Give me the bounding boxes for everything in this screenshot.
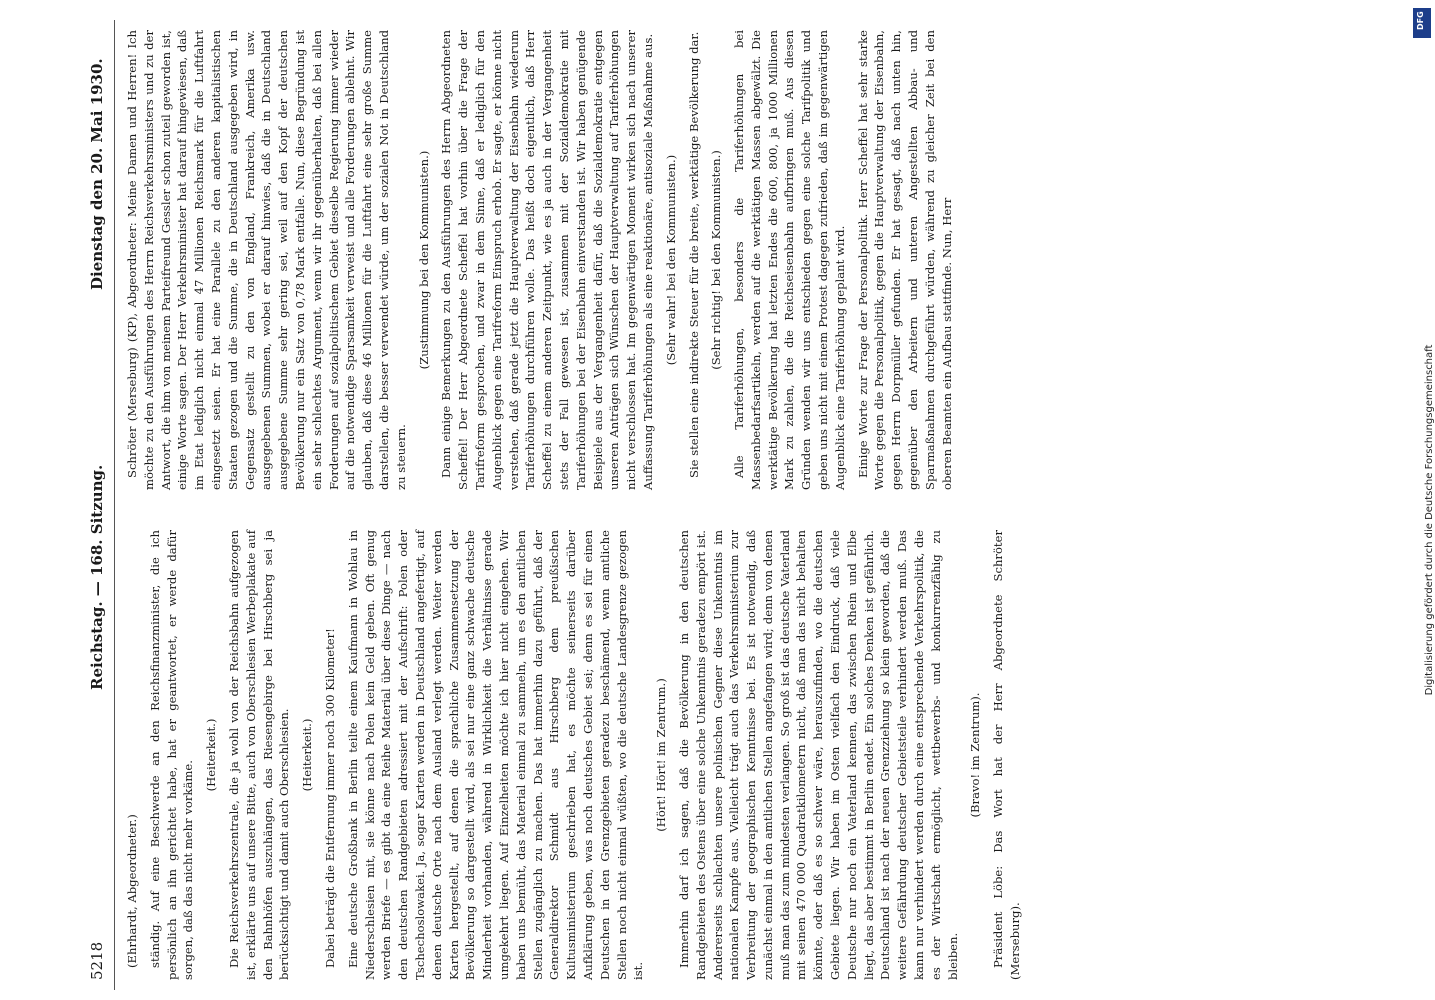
publication-title: Reichstag. — 168. Sitzung. bbox=[88, 464, 106, 690]
interjection: (Sehr wahr! bei den Kommunisten.) bbox=[663, 154, 678, 366]
paragraph: Eine deutsche Großbank in Berlin teilte einem Kaufmann in Wohlau in Niederschlesien mit, sie könne nach Polen kein Geld geben. Oft genug werden Briefe — es gibt da eine Reihe Material über diese Dinge — nach den deutschen Randgebieten adressiert mit der Aufschrift: Polen oder Tschechoslowakei. Ja, sogar Karten werden in Deutschland angefertigt, auf denen deutsche Orte nach dem Ausland verlegt werden. Weiter werden Karten hergestellt, auf denen die sprachliche Zusammensetzung der Bevölkerung so dargestellt wird, als sei nur eine ganz schwache deutsche Minderheit vorhanden, während in Wirklichkeit die Verhältnisse gerade umgekehrt liegen. Auf Einzelheiten möchte ich hier nicht eingehen. Wir haben uns bemüht, das Material einmal zu sammeln, um es den amtlichen Stellen zugänglich zu machen. Das hat immerhin dazu geführt, daß der Generaldirektor Schmidt aus Hirschberg dem preußischen Kultusministerium geschrieben hat, es möchte seinerseits darüber Aufklärung geben, was noch deutsches Gebiet sei; denn es sei für einen Deutschen in den Grenzgebieten geradezu beschämend, wenn amtliche Stellen noch nicht einmal wüßten, wo die deutsche Landesgrenze gezogen ist. bbox=[345, 530, 646, 980]
paragraph: Die Reichsverkehrszentrale, die ja wohl von der Reichsbahn aufgezogen ist, erklärte uns auf unsere Bitte, auch von Oberschlesien Werbeplakate auf den Bahnhöfen auszuhängen, das Riesengebirge bei Hirschberg sei ja berücksichtigt und damit auch Oberschlesien. bbox=[226, 530, 292, 980]
scanned-page bbox=[80, 20, 1320, 990]
page-header bbox=[80, 20, 115, 990]
paragraph: Schröter (Merseburg) (KP), Abgeordneter: Meine Damen und Herren! Ich möchte zu den Ausführungen des Herrn Reichsverkehrsministers und zu der Antwort, die ihm von meinem Parteifreund Gessler schon zuteil geworden ist, einige Worte sagen. Der Herr Verkehrsminister hat darauf hingewiesen, daß im Etat lediglich nicht einmal 47 Millionen Reichsmark für die Luftfahrt eingesetzt seien. Er hat eine Parallele zu den anderen kapitalistischen Staaten gezogen und die Summe, die in Deutschland ausgegeben wird, in Gegensatz gestellt zu den von England, Frankreich, Amerika usw. ausgegebenen Summen, wobei er darauf hinwies, daß die in Deutschland ausgegebene Summe sehr gering sei, weil auf den Kopf der deutschen Bevölkerung nur ein Satz von 0,78 Mark entfalle. Nun, diese Begründung ist ein sehr schlechtes Argument, wenn wir ihr gegenüberhalten, daß bei allen Forderungen auf sozialpolitischem Gebiet dieselbe Regierung immer wieder auf die notwendige Sparsamkeit verweist und alle Forderungen ablehnt. Wir glauben, daß diese 46 Millionen für die Luftfahrt eine sehr große Summe darstellen, die besser verwendet würde, um der sozialen Not in Deutschland zu steuern. bbox=[125, 30, 408, 490]
paragraph: ständig. Auf eine Beschwerde an den Reichsfinanzminister, die ich persönlich an ihn gerichtet habe, hat er geantwortet, er werde dafür sorgen, daß das nicht mehr vorkäme. bbox=[147, 530, 196, 980]
right-column bbox=[124, 30, 954, 490]
session-date: Dienstag den 20. Mai 1930. bbox=[88, 58, 106, 290]
interjection: (Heiterkeit.) bbox=[300, 718, 315, 792]
interjection: (Zustimmung bei den Kommunisten.) bbox=[416, 150, 431, 370]
digitization-credit: Digitalisierung gefördert durch die Deutsche Forschungsgemeinschaft bbox=[1424, 344, 1435, 696]
interjection: (Heiterkeit.) bbox=[204, 718, 219, 792]
interjection: (Bravo! im Zentrum). bbox=[968, 692, 983, 818]
left-column bbox=[124, 530, 1023, 980]
paragraph: Alle Tariferhöhungen, besonders die Tariferhöhungen bei Massenbedarfsartikeln, werden auf die werktätigen Massen abgewälzt. Die werktätige Bevölkerung hat letzten Endes die 600, 800, ja 1000 Millionen Mark zu zahlen, die die Reichseisenbahn aufbringen muß. Aus diesen Gründen wenden wir uns entschieden gegen eine solche Tarifpolitik und geben uns nicht mit einem Protest dagegen zufrieden, daß im gegenwärtigen Augenblick eine Tariferhöhung geplant wird. bbox=[732, 30, 847, 490]
speaker-line: (Ehrhardt, Abgeordneter.) bbox=[125, 814, 139, 968]
interjection: (Hört! Hört! im Zentrum.) bbox=[654, 678, 669, 832]
paragraph: Dabei beträgt die Entfernung immer noch 300 Kilometer! bbox=[322, 628, 337, 968]
page-number: 5218 bbox=[88, 941, 106, 980]
rotated-page-content bbox=[80, 20, 1023, 990]
paragraph: Dann einige Bemerkungen zu den Ausführungen des Herrn Abgeordneten Scheffel! Der Herr Abgeordnete Scheffel hat vorhin über die Frage der Tarifreform gesprochen, und zwar in dem Sinne, daß er lediglich für den Augenblick gegen eine Tarifreform Einspruch erhob. Er sagte, er könne nicht verstehen, daß gerade jetzt die Hauptverwaltung der Eisenbahn wiederum Tariferhöhungen durchführen wolle. Das heißt doch eigentlich, daß Herr Scheffel zu einem anderen Zeitpunkt, wie es ja auch in der Vergangenheit stets der Fall gewesen ist, zusammen mit der Sozialdemokratie mit Tariferhöhungen bei der Eisenbahn einverstanden ist. Wir haben genügende Beispiele aus der Vergangenheit dafür, daß die Sozialdemokratie entgegen unseren Anträgen sich Wünschen der Hauptverwaltung auf Tariferhöhungen nicht verschlossen hat. Im gegenwärtigen Moment wirken sich nach unserer Auffassung Tariferhöhungen als eine reaktionäre, antisoziale Maßnahme aus. bbox=[439, 30, 655, 490]
interjection: (Sehr richtig! bei den Kommunisten.) bbox=[709, 150, 724, 370]
paragraph: Immerhin darf ich sagen, daß die Bevölkerung in den deutschen Randgebieten des Ostens über eine solche Unkenntnis geradezu empört ist. Andererseits schlachten unsere polnischen Gegner diese Unkenntnis im nationalen Kampfe aus. Vielleicht trägt auch das Verkehrsministerium zur Verbreitung der geographischen Kenntnisse bei. Es ist notwendig, daß zunächst einmal in den amtlichen Stellen angefangen wird; denn von denen muß man das zum mindesten verlangen. So groß ist das deutsche Vaterland mit seinen 470 000 Quadratkilometern nicht, daß man das nicht behalten könnte, oder daß es so schwer wäre, herauszufinden, wo die deutschen Gebiete liegen. Wir haben im Osten vielfach den Eindruck, daß viele Deutsche nur noch ein Vaterland kennen, das zwischen Rhein und Elbe liegt, das aber bestimmt in Berlin endet. Ein solches Denken ist gefährlich. Deutschland ist nach der neuen Grenzziehung so klein geworden, daß die weitere Gefährdung deutscher Gebietsteile verhindert werden muß. Das kann nur verhindert werden durch eine entsprechende Verkehrspolitik, die es der Wirtschaft ermöglicht, wettbewerbs- und konkurrenzfähig zu bleiben. bbox=[676, 530, 960, 980]
paragraph: Präsident Löbe: Das Wort hat der Herr Abgeordnete Schröter (Merseburg). bbox=[991, 530, 1023, 980]
paragraph: Sie stellen eine indirekte Steuer für die breite, werktätige Bevölkerung dar. bbox=[686, 31, 701, 478]
dfg-logo: DFG bbox=[1413, 8, 1431, 38]
paragraph: Einige Worte zur Frage der Personalpolitik. Herr Scheffel hat sehr starke Worte gegen die Personalpolitik, gegen die Hauptverwaltung der Eisenbahn, gegen Herrn Dorpmüller gefunden. Er hat gesagt, daß nach unten hin, gegenüber den Arbeitern und unteren Angestellten Abbau- und Sparmaßnahmen durchgeführt würden, während zu gleicher Zeit bei den oberen Beamten ein Aufbau stattfinde. Nun, Herr bbox=[855, 30, 954, 490]
